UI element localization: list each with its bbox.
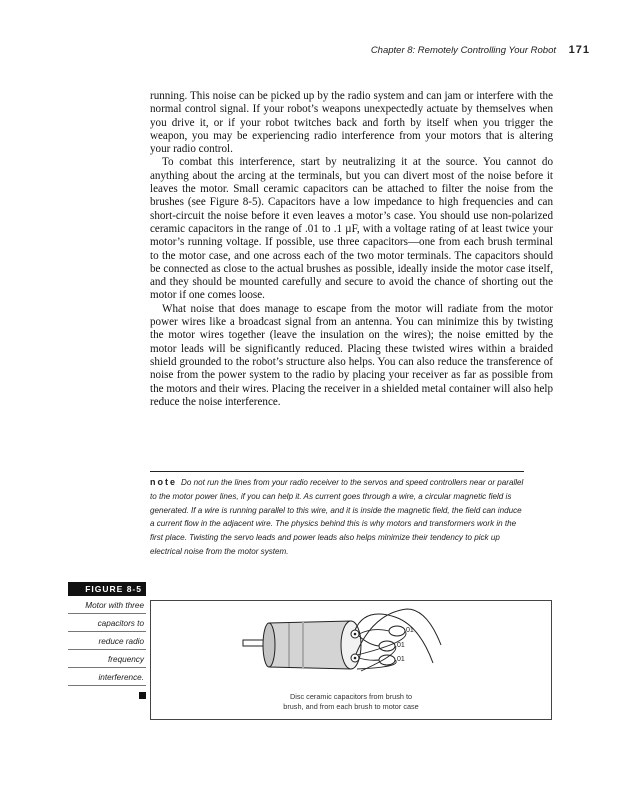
figure-caption-line: capacitors to [68,614,146,632]
paragraph: running. This noise can be picked up by the radio system and can jam or interfere with the normal control signal. If your robot’s weapons unexpectedly actuate by themselves when you drive it, or if your robot twitches back and forth by itself when you trigger the weapon, you may be experiencing radio interference from your motors that is altering your radio control. [150,90,553,156]
capacitor [379,655,395,665]
capacitor [389,626,405,636]
running-title: Chapter 8: Remotely Controlling Your Robot [370,45,556,56]
capacitor-label: .01 [395,656,405,663]
motor-shaft [243,640,265,646]
page-number: 171 [568,44,590,56]
illustration-caption-line: Disc ceramic capacitors from brush to [289,692,413,701]
motor-front [263,623,275,667]
illustration-caption-line: brush, and from each brush to motor case [283,702,419,711]
running-head [371,44,590,56]
figure-caption-line: reduce radio [68,632,146,650]
motor-end-cap [341,621,361,669]
figure-caption-line: interference. [68,668,146,686]
end-marker [139,692,146,699]
note-box [150,471,524,559]
paragraph: To combat this interference, start by neutralizing it at the source. You cannot do anything about the arcing at the terminals, but you can divert most of the noise before it leaves the motor. Small ceramic capacitors can be attached to filter the noise from the brushes (see Figure 8-5). Capacitors have a low impedance to high frequencies and can short-circuit the noise before it even leaves a motor’s case. You should use non-polarized ceramic capacitors in the range of .01 to .1 µF, with a voltage rating of at least twice your motor’s running voltage. If possible, use three capacitors—one from each brush terminal to the motor case, and one across each of the two motor terminals. The capacitors should be connected as close to the actual brushes as possible, ideally inside the motor case itself, and they should be mounted carefully and secure to avoid the chance of shorting out the motor if one comes loose. [150,156,553,302]
illustration-caption [151,692,551,712]
motor-body [269,621,351,669]
body-text [150,90,553,409]
figure-label [68,582,146,699]
paragraph: What noise that does manage to escape from the motor will radiate from the motor power wires like a broadcast signal from an antenna. You can minimize this by twisting the motor wires together (leave the insulation on the wires); the noise emitted by the motor leads will be significantly reduced. Placing these twisted wires within a braided shield grounded to the robot’s structure also helps. You can also reduce the transference of noise from the power system to the radio by placing your receiver as far as possible from the motors and their wires. Placing the receiver in a shielded metal container will also help reduce the noise interference. [150,302,553,408]
note-text: Do not run the lines from your radio receiver to the servos and speed controllers near or parallel to the motor power lines, if you can help it. As current goes through a wire, a circular magnetic field is generated. If a wire is running parallel to this wire, and it is inside the magnetic field, the field can induce a current flow in the adjacent wire. The physics behind this is why motors and transformers work in the first place. Twisting the servo leads and power leads also helps minimize their tendency to pick up electrical noise from the motor system. [150,478,524,556]
note-label: note [150,477,177,487]
power-wire [355,614,433,663]
capacitor-label: .01 [395,642,405,649]
figure-caption-line: Motor with three [68,596,146,614]
figure-illustration [150,600,552,720]
capacitor-label: .01 [404,627,414,634]
figure-tag: FIGURE 8-5 [68,582,146,596]
figure-caption-line: frequency [68,650,146,668]
